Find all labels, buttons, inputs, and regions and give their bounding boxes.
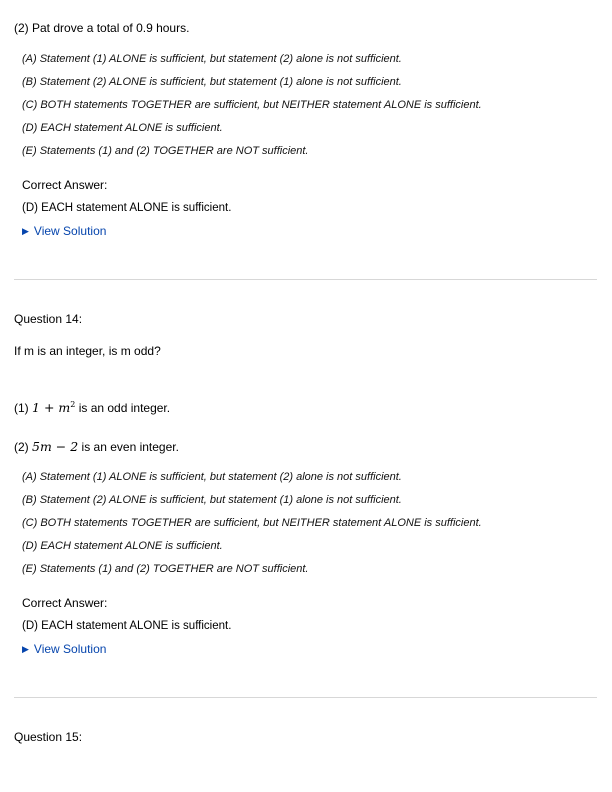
statement-1-math [32, 400, 75, 415]
option-b: (B) Statement (2) ALONE is sufficient, but statement (1) alone is not sufficient. [22, 76, 402, 88]
option-c: (C) BOTH statements TOGETHER are sufficient, but NEITHER statement ALONE is sufficient. [22, 99, 482, 111]
correct-answer-text: (D) EACH statement ALONE is sufficient. [22, 620, 232, 632]
statement-1-prefix: (1) [14, 401, 29, 416]
question-14-heading: Question 14: [14, 312, 83, 326]
statement-2: (2) Pat drove a total of 0.9 hours. [14, 21, 190, 35]
question-14-prompt: If m is an integer, is m odd? [14, 344, 161, 358]
statement-2-q14 [14, 439, 179, 454]
option-d: (D) EACH statement ALONE is sufficient. [22, 122, 223, 134]
triangle-right-icon: ▶ [22, 644, 29, 654]
option-a: (A) Statement (1) ALONE is sufficient, but statement (2) alone is not sufficient. [22, 471, 402, 483]
statement-1-math-exponent: 2 [70, 400, 76, 409]
view-solution-link[interactable] [22, 224, 106, 238]
triangle-right-icon: ▶ [22, 226, 29, 236]
statement-2-suffix: is an even integer. [81, 440, 179, 454]
option-a: (A) Statement (1) ALONE is sufficient, but statement (2) alone is not sufficient. [22, 53, 402, 65]
option-b: (B) Statement (2) ALONE is sufficient, but statement (1) alone is not sufficient. [22, 494, 402, 506]
statement-1 [14, 400, 170, 415]
option-e: (E) Statements (1) and (2) TOGETHER are NOT sufficient. [22, 563, 309, 575]
option-d: (D) EACH statement ALONE is sufficient. [22, 540, 223, 552]
view-solution-label: View Solution [33, 642, 107, 656]
statement-2-prefix: (2) [14, 440, 29, 454]
statement-2-math: 5m − 2 [32, 439, 79, 454]
divider [14, 697, 597, 698]
correct-answer-label: Correct Answer: [22, 596, 108, 610]
option-e: (E) Statements (1) and (2) TOGETHER are NOT sufficient. [22, 145, 309, 157]
statement-1-math-base: 1 + m [32, 400, 71, 416]
option-c: (C) BOTH statements TOGETHER are sufficient, but NEITHER statement ALONE is sufficient. [22, 517, 482, 529]
view-solution-link[interactable] [22, 642, 106, 656]
statement-1-suffix: is an odd integer. [78, 401, 171, 416]
divider [14, 279, 597, 280]
correct-answer-label: Correct Answer: [22, 178, 108, 192]
view-solution-label: View Solution [33, 224, 107, 238]
correct-answer-text: (D) EACH statement ALONE is sufficient. [22, 202, 232, 214]
question-15-heading: Question 15: [14, 730, 83, 744]
